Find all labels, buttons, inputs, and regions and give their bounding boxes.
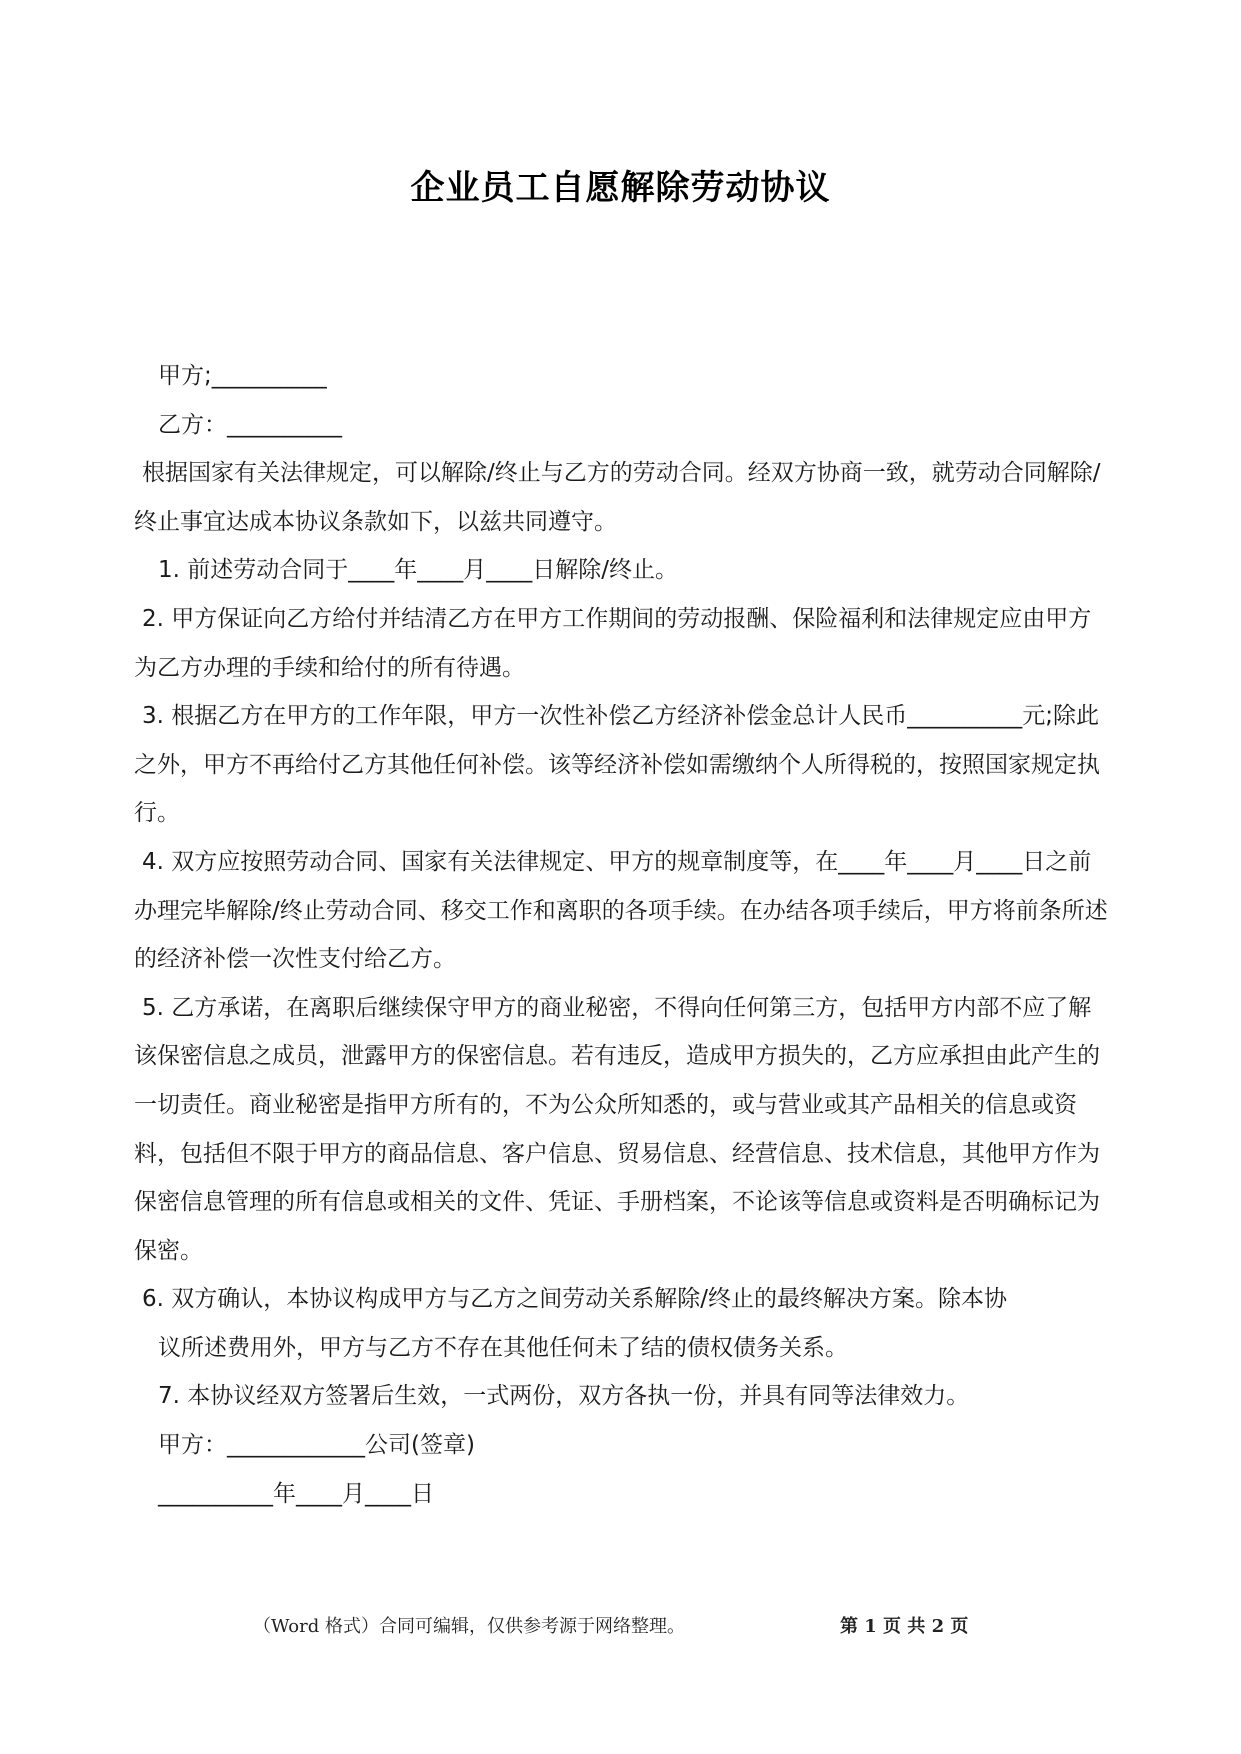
party-a-signature-line: 甲方：____________公司(签章) xyxy=(158,1432,475,1459)
signature-date-line: __________年____月____日 xyxy=(158,1480,434,1507)
party-b-line: 乙方：__________ xyxy=(158,411,342,438)
document-title: 企业员工自愿解除劳动协议 xyxy=(410,168,831,208)
party-a-line: 甲方;__________ xyxy=(158,363,327,389)
clause-2: 2. 甲方保证向乙方给付并结清乙方在甲方工作期间的劳动报酬、保险福利和法律规定应由甲方为乙方办理的手续和给付的所有待遇。 xyxy=(134,605,1092,681)
clause-6-continuation: 议所述费用外，甲方与乙方不存在其他任何未了结的债权债务关系。 xyxy=(158,1334,848,1361)
clause-4: 4. 双方应按照劳动合同、国家有关法律规定、甲方的规章制度等，在____年____月____日之前办理完毕解除/终止劳动合同、移交工作和离职的各项手续。在办结各项手续后，甲方将前条所述的经济补偿一次性支付给乙方。 xyxy=(134,848,1108,973)
clause-1: 1. 前述劳动合同于____年____月____日解除/终止。 xyxy=(158,557,679,584)
clause-3: 3. 根据乙方在甲方的工作年限，甲方一次性补偿乙方经济补偿金总计人民币__________元;除此之外，甲方不再给付乙方其他任何补偿。该等经济补偿如需缴纳个人所得税的，按照国家规定执行。 xyxy=(134,703,1100,827)
clause-6: 6. 双方确认，本协议构成甲方与乙方之间劳动关系解除/终止的最终解决方案。除本协 xyxy=(142,1286,1008,1313)
document-body xyxy=(134,352,1110,1518)
clause-7: 7. 本协议经双方签署后生效，一式两份，双方各执一份，并具有同等法律效力。 xyxy=(158,1383,970,1410)
clause-5: 5. 乙方承诺，在离职后继续保守甲方的商业秘密，不得向任何第三方，包括甲方内部不应了解该保密信息之成员，泄露甲方的保密信息。若有违反，造成甲方损失的，乙方应承担由此产生的一切责任。商业秘密是指甲方所有的，不为公众所知悉的，或与营业或其产品相关的信息或资料，包括但不限于甲方的商品信息、客户信息、贸易信息、经营信息、技术信息，其他甲方作为保密信息管理的所有信息或相关的文件、凭证、手册档案，不论该等信息或资料是否明确标记为保密。 xyxy=(134,994,1100,1264)
preamble-paragraph: 根据国家有关法律规定，可以解除/终止与乙方的劳动合同。经双方协商一致，就劳动合同解除/终止事宜达成本协议条款如下，以兹共同遵守。 xyxy=(134,460,1101,535)
footer-note: （Word 格式）合同可编辑，仅供参考源于网络整理。 xyxy=(253,1616,685,1637)
page-indicator: 第 1 页 共 2 页 xyxy=(840,1616,969,1637)
